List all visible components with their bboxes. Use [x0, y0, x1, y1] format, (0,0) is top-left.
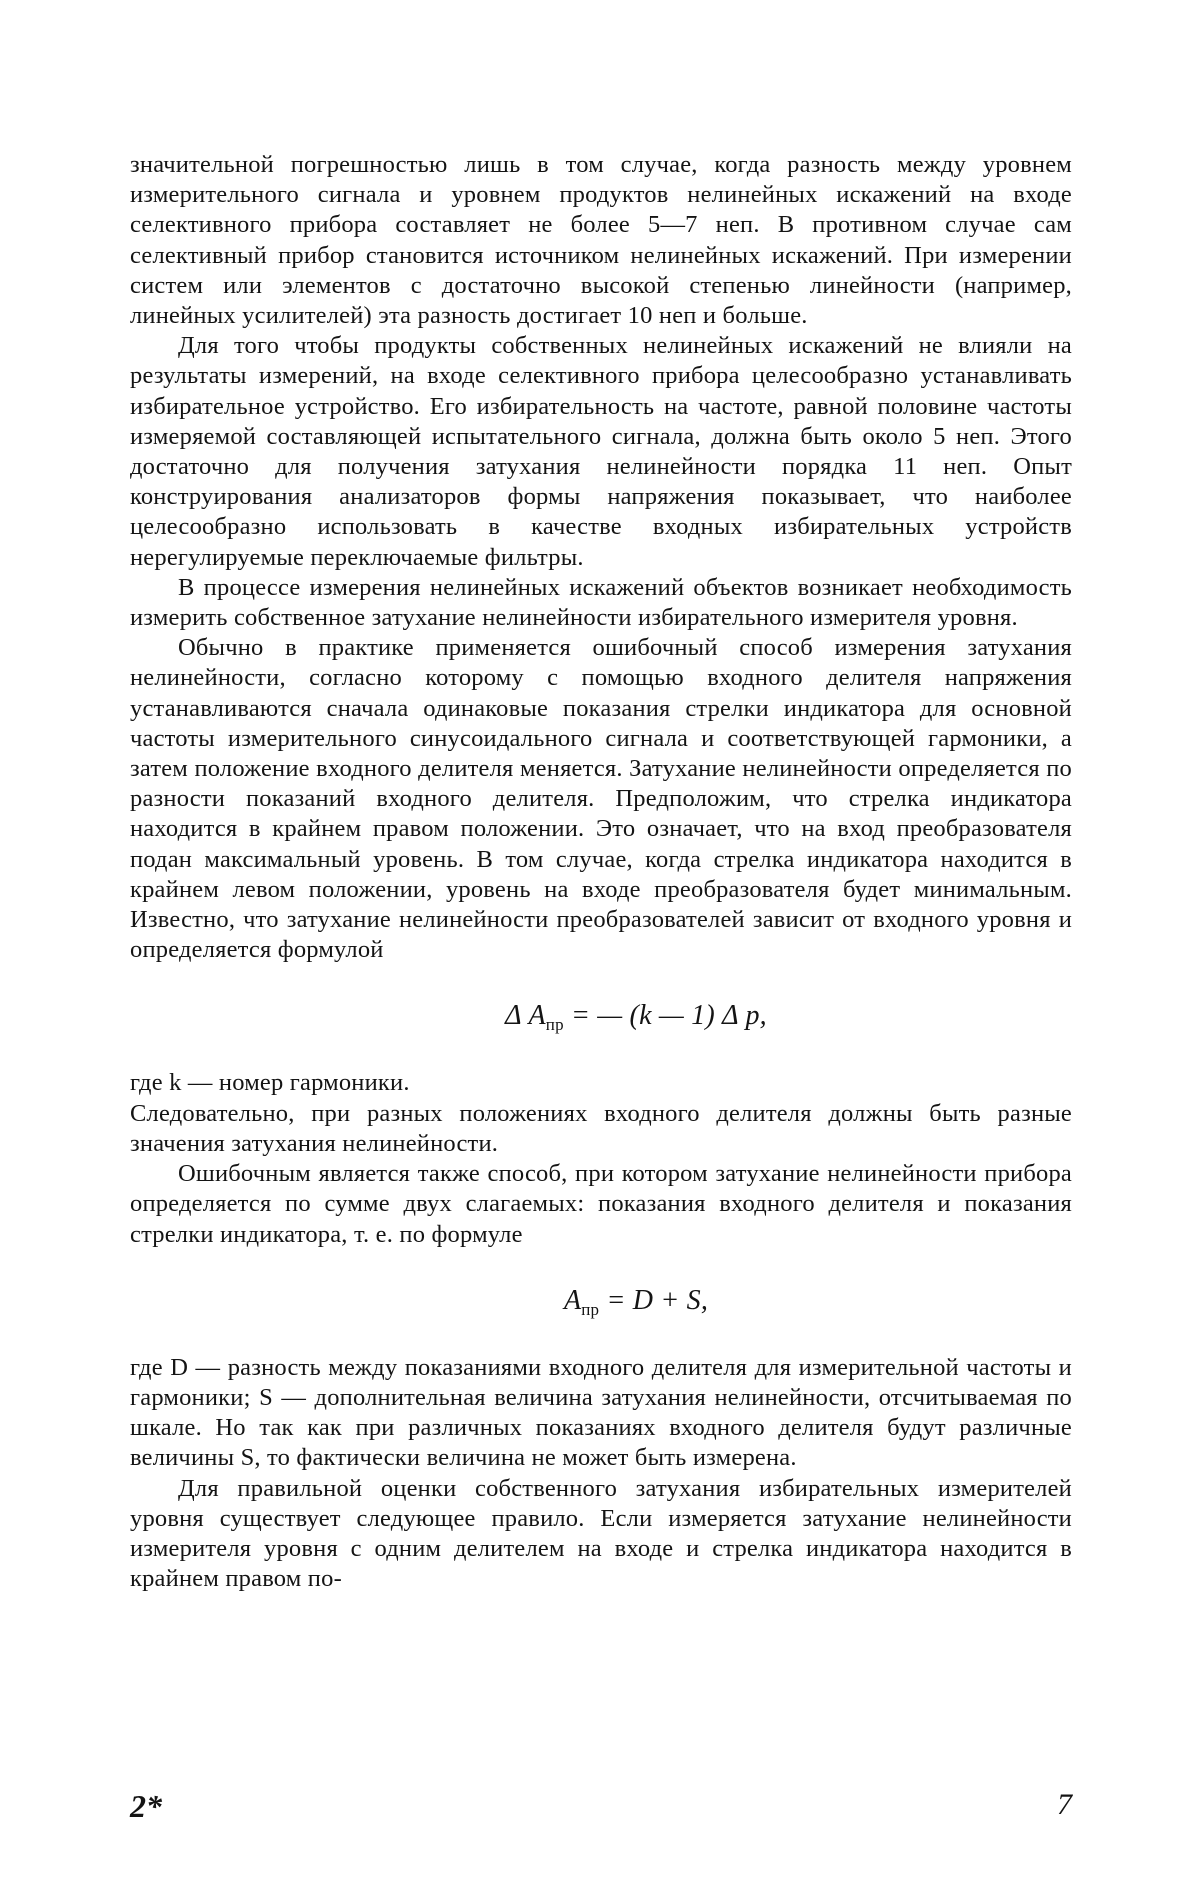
paragraph-5: Ошибочным является также способ, при котором затухание нелинейности прибора определяется по сумме двух слагаемых: показания входного делителя и показания стрелки индикатора, т. е. по формуле	[130, 1160, 1072, 1248]
formula-1-rhs: = — (k — 1) Δ p,	[563, 1000, 767, 1032]
formula-1-subscript: пр	[545, 1015, 564, 1035]
paragraph-2: Для того чтобы продукты собственных нелинейных искажений не влияли на результаты измерений, на входе селективного прибора целесообразно устанавливать избирательное устройство. Его избирательность на частоте, равной половине частоты измеряемой составляющей испытательного сигнала, должна быть около 5 неп. Этого достаточно для получения затухания нелинейности порядка 11 неп. Опыт конструирования анализаторов формы напряжения показывает, что наиболее целесообразно использовать в качестве входных избирательных устройств нерегулируемые переключаемые фильтры.	[130, 332, 1072, 571]
page-footer	[130, 1788, 1072, 1828]
paragraph-3: В процессе измерения нелинейных искажений объектов возникает необходимость измерить собственное затухание нелинейности избирательного измерителя уровня.	[130, 573, 1072, 632]
formula-1-legend: где k — номер гармоники.	[130, 1069, 410, 1097]
paragraph-4: Обычно в практике применяется ошибочный способ измерения затухания нелинейности, согласно которому с помощью входного делителя напряжения устанавливаются сначала одинаковые показания стрелки индикатора для основной частоты измерительного синусоидального сигнала и соответствующей гармоники, а затем положение входного делителя меняется. Затухание нелинейности определяется по разности показаний входного делителя. Предположим, что стрелка индикатора находится в крайнем правом положении. Это означает, что на вход преобразователя подан максимальный уровень. В том случае, когда стрелка индикатора находится в крайнем левом положении, уровень на входе преобразователя будет минимальным. Известно, что затухание нелинейности преобразователей зависит от входного уровня и определяется формулой	[130, 634, 1072, 964]
signature-mark: 2*	[130, 1788, 162, 1824]
formula-1-conclusion: Следовательно, при разных положениях входного делителя должны быть разные значения затухания нелинейности.	[130, 1099, 1072, 1157]
formula-nonlinearity-attenuation	[130, 999, 1072, 1042]
formula-2-subscript: пр	[581, 1299, 600, 1319]
formula-1-lhs: Δ A	[505, 1000, 546, 1032]
formula-2-legend: где D — разность между показаниями входного делителя для измерительной частоты и гармоники; S — дополнительная величина затухания нелинейности, отсчитываемая по шкале. Но так как при различных показаниях входного делителя будут различные величины S, то фактически величина не может быть измерена.	[130, 1353, 1072, 1472]
page-number: 7	[1057, 1788, 1072, 1821]
formula-2-rhs: = D + S,	[599, 1284, 709, 1316]
paragraph-6: Для правильной оценки собственного затухания избирательных измерителей уровня существует следующее правило. Если измеряется затухание нелинейности измерителя уровня с одним делителем на входе и стрелка индикатора находится в крайнем правом по-	[130, 1474, 1072, 1593]
formula-2-lhs: A	[563, 1284, 582, 1316]
body-text	[130, 150, 1072, 1594]
formula-sum	[130, 1284, 1072, 1327]
paragraph-1: значительной погрешностью лишь в том случае, когда разность между уровнем измерительного сигнала и уровнем продуктов нелинейных искажений на входе селективного прибора составляет не более 5—7 неп. В противном случае сам селективный прибор становится источником нелинейных искажений. При измерении систем или элементов с достаточно высокой степенью линейности (например, линейных усилителей) эта разность достигает 10 неп и больше.	[130, 151, 1072, 330]
